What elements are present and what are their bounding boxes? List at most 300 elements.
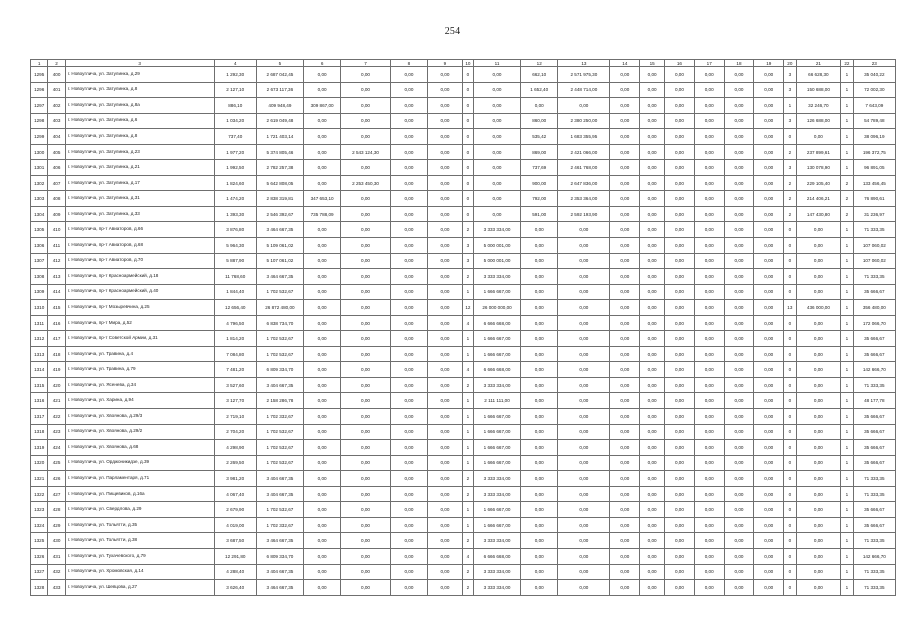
table-cell: 0,00 — [521, 331, 558, 347]
table-row — [31, 455, 896, 471]
table-cell: 35 666,67 — [853, 331, 895, 347]
address-cell: г. Новоуглича, ул. Харина, д.94 — [65, 393, 214, 409]
table-cell: 0,00 — [558, 393, 610, 409]
table-cell: 0,00 — [428, 331, 463, 347]
table-cell: 35 040,22 — [853, 67, 895, 83]
table-cell: 35 666,67 — [853, 409, 895, 425]
table-cell: 3 333 334,00 — [473, 580, 520, 596]
table-cell: 406 — [48, 160, 65, 176]
table-cell: 3 333 334,00 — [473, 533, 520, 549]
table-cell: 3 333 334,00 — [473, 269, 520, 285]
table-cell: 4 288,40 — [214, 564, 256, 580]
table-cell: 0,00 — [796, 346, 841, 362]
table-cell: 1 — [841, 486, 853, 502]
table-cell: 38 096,19 — [853, 129, 895, 145]
table-cell: 0,00 — [665, 144, 695, 160]
table-cell: 0,00 — [640, 331, 665, 347]
table-cell: 0,00 — [796, 455, 841, 471]
table-cell: 0,00 — [694, 393, 724, 409]
table-cell: 0,00 — [754, 129, 784, 145]
table-cell: 0,00 — [610, 253, 640, 269]
table-cell: 410 — [48, 222, 65, 238]
table-cell: 0,00 — [665, 82, 695, 98]
table-cell: 0,00 — [665, 548, 695, 564]
table-cell: 0,00 — [796, 533, 841, 549]
table-cell: 0,00 — [694, 191, 724, 207]
table-cell: 1 992,50 — [214, 160, 256, 176]
table-cell: 426 — [48, 471, 65, 487]
table-cell: 1311 — [31, 315, 48, 331]
table-row — [31, 315, 896, 331]
table-cell: 1295 — [31, 67, 48, 83]
table-cell: 0,00 — [390, 129, 427, 145]
table-cell: 0,00 — [473, 160, 520, 176]
table-cell: 142 666,70 — [853, 548, 895, 564]
table-cell: 0,00 — [694, 409, 724, 425]
table-cell: 0,00 — [390, 315, 427, 331]
table-cell: 0,00 — [754, 113, 784, 129]
table-cell: 2 — [462, 580, 473, 596]
table-cell: 0,00 — [610, 393, 640, 409]
table-cell: 2 647 836,00 — [558, 175, 610, 191]
table-cell: 1309 — [31, 284, 48, 300]
table-row — [31, 160, 896, 176]
table-cell: 0,00 — [694, 222, 724, 238]
table-cell: 0,00 — [341, 409, 391, 425]
table-cell: 900,00 — [521, 175, 558, 191]
table-cell: 0,00 — [428, 82, 463, 98]
table-cell: 408 — [48, 191, 65, 207]
table-cell: 107 060,02 — [853, 238, 895, 254]
table-cell: 0,00 — [303, 486, 340, 502]
table-cell: 0,00 — [303, 377, 340, 393]
table-cell: 0 — [462, 160, 473, 176]
table-cell: 0,00 — [754, 82, 784, 98]
table-cell: 0,00 — [521, 284, 558, 300]
table-cell: 0,00 — [665, 238, 695, 254]
table-cell: 412 — [48, 253, 65, 269]
table-cell: 0,00 — [724, 471, 754, 487]
table-cell: 5 964,30 — [214, 238, 256, 254]
table-cell: 1 — [841, 377, 853, 393]
table-cell: 0,00 — [724, 253, 754, 269]
table-cell: 418 — [48, 346, 65, 362]
table-cell: 0,00 — [303, 548, 340, 564]
table-cell: 3 — [784, 67, 796, 83]
table-cell: 0,00 — [796, 393, 841, 409]
table-cell: 0,00 — [558, 331, 610, 347]
table-cell: 0,00 — [303, 269, 340, 285]
table-cell: 72 002,30 — [853, 82, 895, 98]
address-cell: г. Новоуглича, пр-т Авиаторов, д.70 — [65, 253, 214, 269]
table-cell: 1323 — [31, 502, 48, 518]
table-cell: 0,00 — [754, 191, 784, 207]
table-cell: 0,00 — [390, 160, 427, 176]
table-cell: 0,00 — [558, 486, 610, 502]
table-cell: 130 078,90 — [796, 160, 841, 176]
address-cell: г. Новоуглича, ул. Затулинка, д.29 — [65, 67, 214, 83]
table-cell: 0,00 — [640, 533, 665, 549]
table-cell: 0,00 — [665, 533, 695, 549]
table-cell: 0,00 — [754, 377, 784, 393]
table-cell: 0,00 — [303, 160, 340, 176]
table-cell: 7 481,20 — [214, 362, 256, 378]
table-cell: 0,00 — [754, 393, 784, 409]
table-cell: 0,00 — [665, 284, 695, 300]
table-cell: 1 — [841, 424, 853, 440]
table-cell: 1299 — [31, 129, 48, 145]
table-cell: 0,00 — [390, 440, 427, 456]
table-cell: 0,00 — [694, 129, 724, 145]
table-cell: 0,00 — [640, 222, 665, 238]
table-cell: 0,00 — [724, 424, 754, 440]
table-cell: 0,00 — [665, 222, 695, 238]
table-cell: 2 448 714,00 — [558, 82, 610, 98]
address-cell: г. Новоуглича, пр-т Красноармейский, д.40 — [65, 284, 214, 300]
table-cell: 4 067,40 — [214, 486, 256, 502]
table-cell: 0,00 — [558, 300, 610, 316]
address-cell: г. Новоуглича, пр-т Авиаторов, д.68 — [65, 238, 214, 254]
table-cell: 0,00 — [724, 129, 754, 145]
table-cell: 1 702 532,67 — [256, 284, 303, 300]
table-cell: 0,00 — [428, 580, 463, 596]
table-cell: 0,00 — [796, 129, 841, 145]
table-cell: 0,00 — [390, 144, 427, 160]
table-cell: 0,00 — [724, 362, 754, 378]
table-cell: 1 — [841, 362, 853, 378]
column-number-13: 13 — [558, 60, 610, 67]
table-cell: 1 666 667,00 — [473, 517, 520, 533]
column-number-16: 16 — [665, 60, 695, 67]
table-cell: 0 — [784, 440, 796, 456]
table-row — [31, 564, 896, 580]
table-cell: 0,00 — [694, 300, 724, 316]
table-cell: 0,00 — [610, 284, 640, 300]
table-cell: 0,00 — [303, 393, 340, 409]
table-cell: 0,00 — [640, 82, 665, 98]
table-cell: 0,00 — [558, 440, 610, 456]
table-cell: 0,00 — [610, 486, 640, 502]
table-row — [31, 362, 896, 378]
table-cell: 1 — [462, 284, 473, 300]
table-cell: 3 333 334,00 — [473, 486, 520, 502]
table-cell: 0,00 — [754, 471, 784, 487]
table-cell: 737,69 — [521, 160, 558, 176]
column-number-10: 10 — [462, 60, 473, 67]
table-cell: 0,00 — [694, 144, 724, 160]
table-cell: 416 — [48, 315, 65, 331]
table-cell: 0,00 — [754, 269, 784, 285]
table-cell: 71 333,35 — [853, 377, 895, 393]
table-cell: 0,00 — [558, 315, 610, 331]
table-cell: 0,00 — [390, 409, 427, 425]
table-cell: 1 — [841, 269, 853, 285]
address-cell: г. Новоуглича, ул. Затулинка, д.31 — [65, 191, 214, 207]
table-cell: 0,00 — [796, 517, 841, 533]
table-cell: 0,00 — [521, 98, 558, 114]
table-cell: 0 — [784, 424, 796, 440]
table-cell: 1302 — [31, 175, 48, 191]
table-cell: 0,00 — [390, 98, 427, 114]
table-cell: 0,00 — [341, 393, 391, 409]
table-cell: 0,00 — [640, 315, 665, 331]
table-cell: 4 — [462, 548, 473, 564]
table-cell: 0,00 — [724, 548, 754, 564]
table-cell: 0,00 — [665, 409, 695, 425]
address-cell: г. Новоуглича, ул. Затулинка, д.17 — [65, 175, 214, 191]
table-cell: 0,00 — [558, 471, 610, 487]
table-cell: 0,00 — [796, 502, 841, 518]
table-cell: 1 844,40 — [214, 284, 256, 300]
table-row — [31, 409, 896, 425]
table-cell: 54 789,48 — [853, 113, 895, 129]
table-cell: 0,00 — [796, 362, 841, 378]
table-cell: 1 666 667,00 — [473, 424, 520, 440]
column-number-18: 18 — [724, 60, 754, 67]
table-cell: 1 977,20 — [214, 144, 256, 160]
table-cell: 0,00 — [665, 517, 695, 533]
table-cell: 0,00 — [640, 98, 665, 114]
table-cell: 1314 — [31, 362, 48, 378]
table-cell: 1 — [841, 315, 853, 331]
table-cell: 142 666,70 — [853, 362, 895, 378]
table-cell: 0,00 — [303, 502, 340, 518]
address-cell: г. Новоуглича, ул. Затулинка, д.8 — [65, 129, 214, 145]
table-cell: 0,00 — [558, 269, 610, 285]
table-cell: 2 461 768,00 — [558, 160, 610, 176]
table-row — [31, 144, 896, 160]
table-cell: 0,00 — [428, 502, 463, 518]
table-cell: 0,00 — [558, 424, 610, 440]
table-cell: 0,00 — [341, 284, 391, 300]
table-cell: 0,00 — [610, 222, 640, 238]
table-cell: 0,00 — [754, 502, 784, 518]
table-row — [31, 533, 896, 549]
table-cell: 35 666,67 — [853, 424, 895, 440]
table-cell: 0,00 — [341, 362, 391, 378]
table-cell: 0,00 — [521, 377, 558, 393]
column-number-19: 19 — [754, 60, 784, 67]
table-cell: 0,00 — [390, 517, 427, 533]
table-cell: 0,00 — [724, 238, 754, 254]
table-cell: 409 — [48, 206, 65, 222]
table-cell: 3 333 334,00 — [473, 564, 520, 580]
table-cell: 0,00 — [724, 517, 754, 533]
table-cell: 0,00 — [428, 269, 463, 285]
column-number-5: 5 — [256, 60, 303, 67]
table-cell: 860,00 — [521, 113, 558, 129]
table-cell: 5 000 001,00 — [473, 238, 520, 254]
table-cell: 0,00 — [521, 471, 558, 487]
table-cell: 428 — [48, 502, 65, 518]
table-cell: 0,00 — [428, 486, 463, 502]
table-cell: 0 — [784, 564, 796, 580]
table-cell: 0,00 — [303, 315, 340, 331]
address-cell: г. Новоуглича, ул. Свердлова, д.29 — [65, 502, 214, 518]
table-cell: 0,00 — [610, 440, 640, 456]
table-cell: 0,00 — [428, 253, 463, 269]
table-cell: 0,00 — [303, 564, 340, 580]
table-cell: 35 666,67 — [853, 502, 895, 518]
table-cell: 0,00 — [610, 564, 640, 580]
table-cell: 0,00 — [694, 533, 724, 549]
table-cell: 1 — [841, 346, 853, 362]
table-cell: 0,00 — [303, 455, 340, 471]
table-cell: 0,00 — [390, 206, 427, 222]
table-cell: 0,00 — [640, 393, 665, 409]
table-cell: 35 666,67 — [853, 517, 895, 533]
table-cell: 6 666 668,00 — [473, 548, 520, 564]
table-cell: 0,00 — [665, 129, 695, 145]
address-cell: г. Новоуглича, ул. Хвоянова, д.68 — [65, 440, 214, 456]
table-cell: 0,00 — [610, 269, 640, 285]
table-cell: 0,00 — [341, 160, 391, 176]
table-cell: 413 — [48, 269, 65, 285]
table-cell: 1 — [841, 253, 853, 269]
table-cell: 0 — [784, 517, 796, 533]
table-cell: 0,00 — [694, 424, 724, 440]
table-cell: 2 — [841, 206, 853, 222]
table-cell: 0,00 — [724, 191, 754, 207]
table-cell: 2 380 250,00 — [558, 113, 610, 129]
table-cell: 0,00 — [694, 346, 724, 362]
table-cell: 7 084,80 — [214, 346, 256, 362]
table-cell: 0,00 — [610, 315, 640, 331]
table-cell: 0,00 — [303, 113, 340, 129]
table-cell: 0,00 — [390, 331, 427, 347]
table-cell: 0,00 — [694, 377, 724, 393]
table-cell: 4 — [462, 362, 473, 378]
table-cell: 1 — [462, 393, 473, 409]
table-cell: 424 — [48, 440, 65, 456]
table-cell: 0 — [784, 222, 796, 238]
column-number-9: 9 — [428, 60, 463, 67]
table-cell: 0,00 — [558, 253, 610, 269]
table-cell: 0,00 — [724, 206, 754, 222]
table-cell: 0,00 — [521, 269, 558, 285]
column-number-4: 4 — [214, 60, 256, 67]
table-cell: 1 702 532,67 — [256, 440, 303, 456]
table-cell: 96 891,05 — [853, 160, 895, 176]
table-cell: 0,00 — [428, 424, 463, 440]
table-cell: 0,00 — [724, 455, 754, 471]
table-cell: 0,00 — [558, 222, 610, 238]
table-cell: 3 981,20 — [214, 471, 256, 487]
table-cell: 1 — [841, 548, 853, 564]
table-cell: 0,00 — [341, 113, 391, 129]
table-cell: 0,00 — [665, 502, 695, 518]
table-cell: 1 666 667,00 — [473, 284, 520, 300]
table-cell: 0,00 — [390, 502, 427, 518]
table-cell: 423 — [48, 424, 65, 440]
table-cell: 792,00 — [521, 191, 558, 207]
table-cell: 0,00 — [754, 331, 784, 347]
table-cell: 2 719,10 — [214, 409, 256, 425]
table-cell: 2 269,50 — [214, 455, 256, 471]
table-cell: 35 666,67 — [853, 284, 895, 300]
table-cell: 1 702 532,67 — [256, 424, 303, 440]
table-cell: 1 — [841, 471, 853, 487]
table-cell: 1320 — [31, 455, 48, 471]
table-cell: 5 642 808,05 — [256, 175, 303, 191]
table-cell: 0 — [784, 502, 796, 518]
column-number-1: 1 — [31, 60, 48, 67]
table-cell: 0,00 — [303, 471, 340, 487]
table-cell: 0,00 — [521, 315, 558, 331]
table-cell: 0,00 — [610, 409, 640, 425]
table-cell: 0,00 — [640, 206, 665, 222]
table-cell: 0,00 — [796, 409, 841, 425]
table-cell: 0,00 — [640, 377, 665, 393]
table-cell: 1 — [841, 533, 853, 549]
table-cell: 0,00 — [694, 160, 724, 176]
table-cell: 0,00 — [428, 346, 463, 362]
table-cell: 0,00 — [694, 206, 724, 222]
address-cell: г. Новоуглича, ул. Пищевиков, д.16а — [65, 486, 214, 502]
table-cell: 1298 — [31, 113, 48, 129]
table-cell: 422 — [48, 409, 65, 425]
table-cell: 5 374 805,46 — [256, 144, 303, 160]
table-cell: 0,00 — [640, 129, 665, 145]
table-cell: 0,00 — [665, 300, 695, 316]
table-row — [31, 284, 896, 300]
table-cell: 591,00 — [521, 206, 558, 222]
table-cell: 0 — [462, 129, 473, 145]
table-cell: 1307 — [31, 253, 48, 269]
table-cell: 0,00 — [610, 191, 640, 207]
table-cell: 1 824,60 — [214, 175, 256, 191]
table-cell: 0,00 — [341, 238, 391, 254]
table-cell: 0,00 — [341, 377, 391, 393]
table-cell: 0,00 — [303, 129, 340, 145]
table-cell: 0,00 — [665, 98, 695, 114]
table-cell: 1 652,40 — [521, 82, 558, 98]
table-cell: 421 — [48, 393, 65, 409]
table-cell: 2 — [462, 269, 473, 285]
table-cell: 0,00 — [303, 82, 340, 98]
table-cell: 172 066,70 — [853, 315, 895, 331]
table-cell: 0,00 — [341, 486, 391, 502]
table-cell: 71 333,35 — [853, 269, 895, 285]
table-cell: 0,00 — [521, 517, 558, 533]
table-cell: 1310 — [31, 300, 48, 316]
table-cell: 2 — [462, 471, 473, 487]
table-cell: 0,00 — [724, 409, 754, 425]
table-cell: 0,00 — [724, 222, 754, 238]
table-cell: 0 — [784, 253, 796, 269]
table-cell: 2 — [784, 206, 796, 222]
table-cell: 0,00 — [754, 67, 784, 83]
table-cell: 419 — [48, 362, 65, 378]
table-cell: 662,10 — [521, 67, 558, 83]
table-cell: 2 — [784, 175, 796, 191]
table-cell: 737,40 — [214, 129, 256, 145]
table-cell: 0,00 — [694, 502, 724, 518]
table-cell: 1 — [462, 502, 473, 518]
table-cell: 32 246,70 — [796, 98, 841, 114]
table-cell: 0 — [784, 284, 796, 300]
table-cell: 1 — [841, 113, 853, 129]
table-cell: 2 782 257,38 — [256, 160, 303, 176]
table-cell: 0,00 — [521, 564, 558, 580]
table-cell: 1306 — [31, 238, 48, 254]
address-cell: г. Новоуглича, ул. Хвоянова, д.29/2 — [65, 424, 214, 440]
table-cell: 1304 — [31, 206, 48, 222]
table-cell: 0 — [784, 455, 796, 471]
table-cell: 0,00 — [610, 129, 640, 145]
table-row — [31, 253, 896, 269]
table-cell: 2 546 392,67 — [256, 206, 303, 222]
